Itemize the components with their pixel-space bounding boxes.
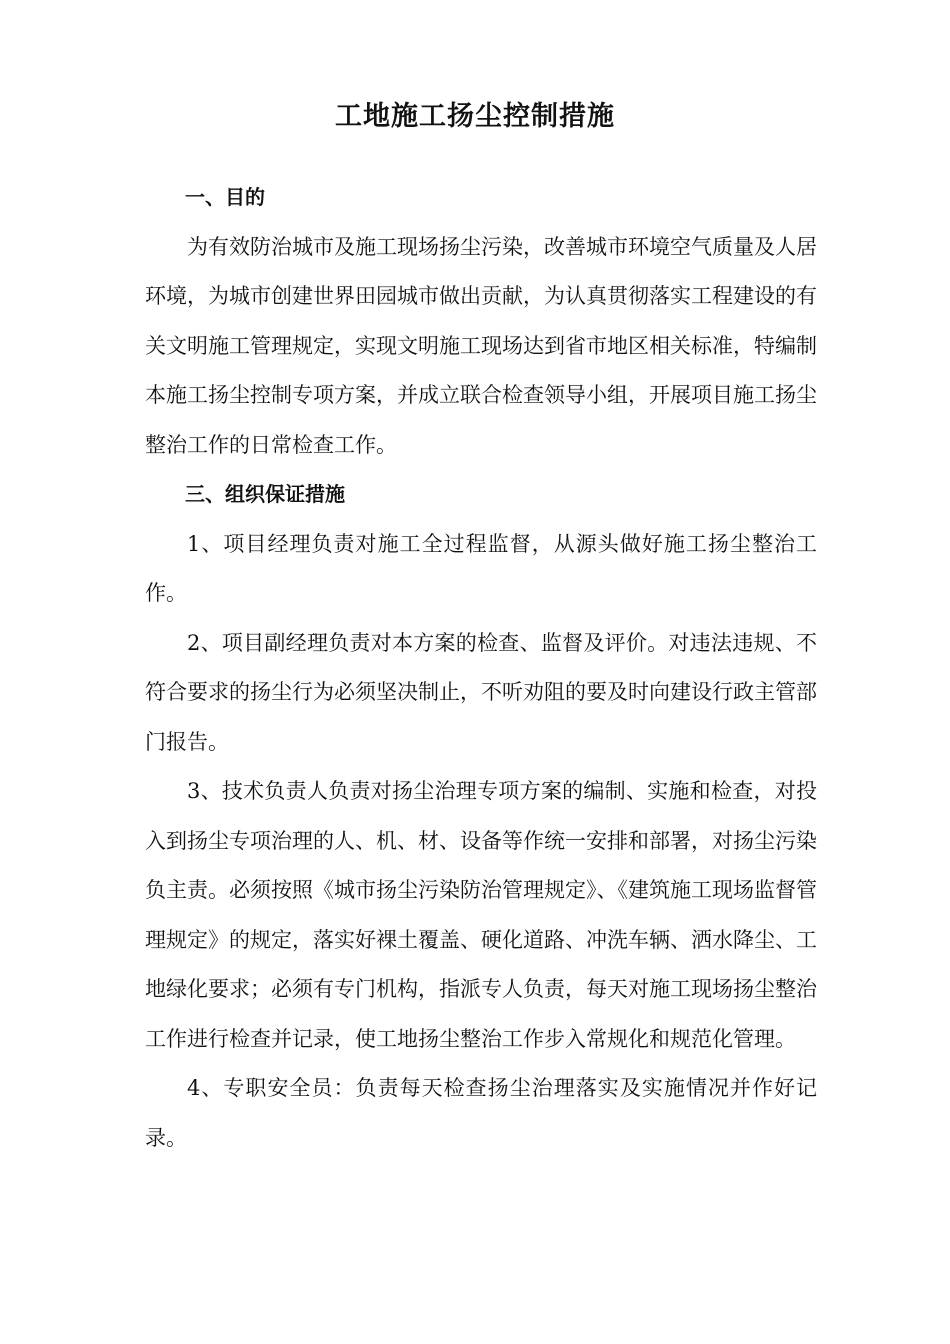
paragraph-item-4: 4、专职安全员：负责每天检查扬尘治理落实及实施情况并作好记录。	[145, 1076, 817, 1150]
document-title: 工地施工扬尘控制措施	[335, 101, 615, 132]
paragraph-item-2: 2、项目副经理负责对本方案的检查、监督及评价。对违法违规、不符合要求的扬尘行为必须坚决制止，不听劝阻的要及时向建设行政主管部门报告。	[145, 630, 817, 754]
paragraph-item-1: 1、项目经理负责对施工全过程监督，从源头做好施工扬尘整治工作。	[145, 531, 817, 605]
document-body	[145, 173, 817, 1163]
section-heading-purpose: 一、目的	[185, 185, 265, 209]
paragraph-purpose: 为有效防治城市及施工现场扬尘污染，改善城市环境空气质量及人居环境，为城市创建世界田园城市做出贡献，为认真贯彻落实工程建设的有关文明施工管理规定，实现文明施工现场达到省市地区相关标准，特编制本施工扬尘控制专项方案，并成立联合检查领导小组，开展项目施工扬尘整治工作的日常检查工作。	[145, 234, 817, 457]
section-heading-organization: 三、组织保证措施	[185, 482, 345, 506]
paragraph-item-3: 3、技术负责人负责对扬尘治理专项方案的编制、实施和检查，对投入到扬尘专项治理的人、机、材、设备等作统一安排和部署，对扬尘污染负主责。必须按照《城市扬尘污染防治管理规定》、《建筑施工现场监督管理规定》的规定，落实好裸土覆盖、硬化道路、冲洗车辆、洒水降尘、工地绿化要求；必须有专门机构，指派专人负责，每天对施工现场扬尘整治工作进行检查并记录，使工地扬尘整治工作步入常规化和规范化管理。	[145, 779, 817, 1051]
